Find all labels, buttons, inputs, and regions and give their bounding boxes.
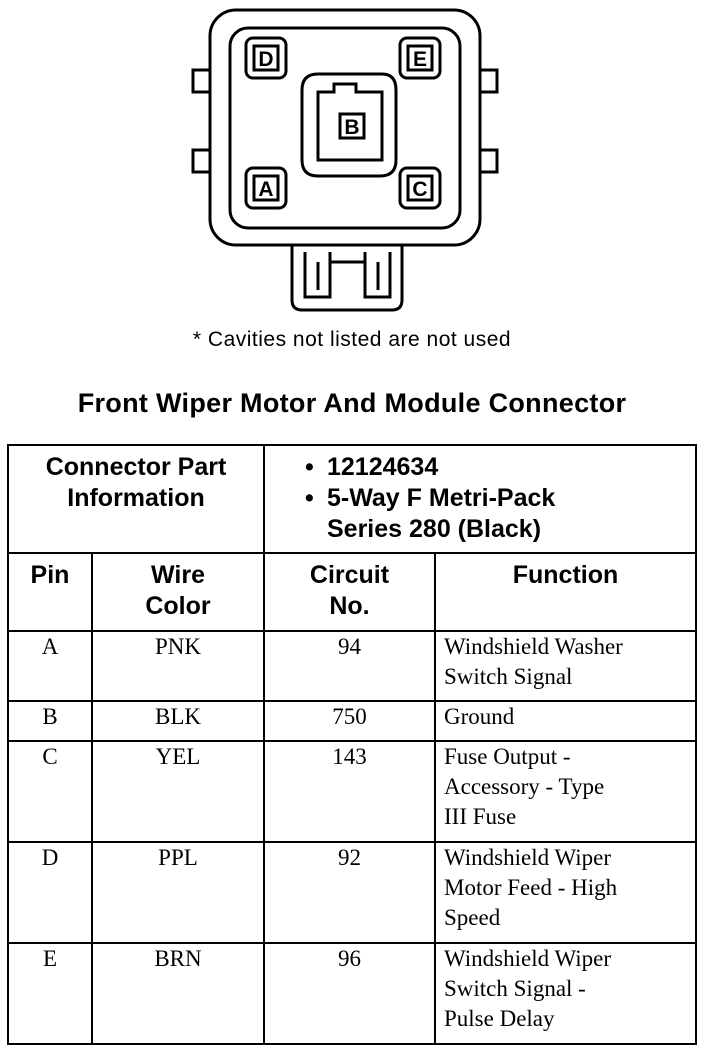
table-row: [8, 842, 696, 943]
function-cell: [435, 943, 696, 1044]
wire-color-cell: PNK: [92, 631, 264, 701]
function-line: Windshield Wiper: [444, 845, 611, 870]
connector-pinout-table: [7, 444, 697, 1045]
function-line: Pulse Delay: [444, 1006, 555, 1031]
circuit-cell: 143: [264, 741, 435, 842]
part-number: 12124634: [327, 453, 439, 481]
connector-description-line2: Series 280 (Black): [327, 515, 542, 543]
left-upper-tab: [193, 70, 210, 92]
bullet-icon: •: [305, 453, 314, 481]
pin-cell: E: [8, 943, 92, 1044]
wire-color-cell: BRN: [92, 943, 264, 1044]
function-line: Switch Signal: [444, 664, 573, 689]
bullet-icon: •: [305, 484, 314, 512]
function-cell: [435, 701, 696, 741]
right-lower-tab: [480, 150, 497, 172]
function-line: Windshield Wiper: [444, 946, 611, 971]
function-cell: [435, 842, 696, 943]
function-line: Windshield Washer: [444, 634, 623, 659]
connector-description-line1: 5-Way F Metri-Pack: [327, 484, 556, 512]
table-row: [8, 701, 696, 741]
pin-label-a: A: [258, 178, 274, 201]
page-title: Front Wiper Motor And Module Connector: [77, 388, 627, 418]
function-cell: [435, 631, 696, 701]
pin-cell: C: [8, 741, 92, 842]
function-cell: [435, 741, 696, 842]
table-row: [8, 741, 696, 842]
header-function: Function: [435, 553, 696, 631]
wire-color-cell: YEL: [92, 741, 264, 842]
table-row: [8, 943, 696, 1044]
function-line: Motor Feed - High: [444, 875, 618, 900]
wire-color-cell: PPL: [92, 842, 264, 943]
connector-info-row: [8, 445, 696, 553]
wire-color-cell: BLK: [92, 701, 264, 741]
header-circuit-line2: No.: [329, 592, 370, 620]
pin-cell: B: [8, 701, 92, 741]
function-line: Fuse Output -: [444, 744, 571, 769]
header-circuit-line1: Circuit: [309, 561, 390, 589]
function-line: Accessory - Type: [444, 774, 605, 799]
function-line: III Fuse: [444, 804, 517, 829]
circuit-cell: 94: [264, 631, 435, 701]
pin-cell: A: [8, 631, 92, 701]
pin-label-c: C: [412, 178, 428, 201]
function-line: Switch Signal -: [444, 976, 586, 1001]
circuit-cell: 96: [264, 943, 435, 1044]
pin-label-b: B: [344, 116, 360, 139]
header-wire-line2: Color: [145, 592, 211, 620]
circuit-cell: 750: [264, 701, 435, 741]
header-wire-line1: Wire: [151, 561, 205, 589]
function-line: Speed: [444, 905, 501, 930]
connector-info-label: [8, 445, 264, 553]
unused-cavities-note: * Cavities not listed are not used: [192, 328, 512, 351]
connector-info-values: [264, 445, 696, 553]
header-pin: Pin: [8, 553, 92, 631]
header-wire-color: [92, 553, 264, 631]
pin-label-e: E: [412, 48, 428, 71]
pin-label-d: D: [258, 48, 274, 71]
function-line: Ground: [444, 704, 515, 729]
connector-face-diagram: [0, 0, 704, 330]
circuit-cell: 92: [264, 842, 435, 943]
latch-outer: [292, 245, 402, 310]
connector-info-label-line1: Connector Part: [45, 453, 227, 481]
table-row: [8, 631, 696, 701]
left-lower-tab: [193, 150, 210, 172]
header-circuit-no: [264, 553, 435, 631]
connector-info-label-line2: Information: [67, 484, 205, 512]
pin-cell: D: [8, 842, 92, 943]
right-upper-tab: [480, 70, 497, 92]
table-header-row: [8, 553, 696, 631]
